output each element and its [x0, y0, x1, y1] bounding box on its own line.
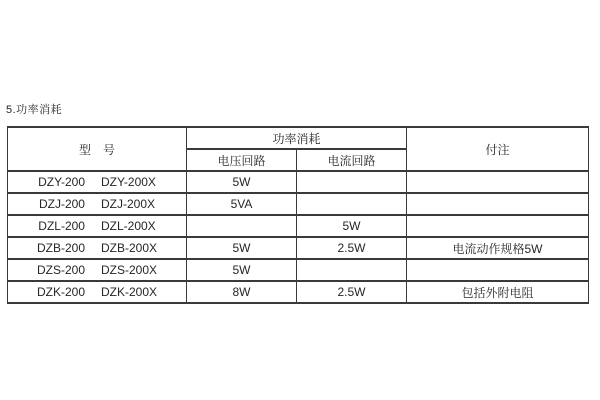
cell-note — [407, 215, 589, 237]
model-pair — [8, 241, 186, 255]
model-name-x: DZL-200X — [100, 219, 156, 233]
model-pair — [8, 197, 186, 211]
table-row — [8, 171, 589, 193]
col-header-notes: 付注 — [407, 127, 589, 171]
model-name: DZL-200 — [38, 219, 85, 233]
col-header-current-circuit: 电流回路 — [297, 149, 407, 171]
cell-voltage: 5VA — [187, 193, 297, 215]
model-name: DZB-200 — [36, 241, 85, 255]
cell-note: 包括外附电阻 — [407, 281, 589, 303]
cell-current: 2.5W — [297, 281, 407, 303]
table-row — [8, 281, 589, 303]
model-pair — [8, 219, 186, 233]
cell-voltage: 8W — [187, 281, 297, 303]
model-name: DZY-200 — [38, 175, 85, 189]
table-row — [8, 215, 589, 237]
cell-model — [8, 215, 187, 237]
table-row — [8, 237, 589, 259]
cell-voltage: 5W — [187, 171, 297, 193]
header-row-1 — [8, 127, 589, 149]
col-header-voltage-circuit: 电压回路 — [187, 149, 297, 171]
power-consumption-table — [7, 126, 589, 304]
cell-note — [407, 259, 589, 281]
cell-voltage: 5W — [187, 259, 297, 281]
model-pair — [8, 285, 186, 299]
cell-voltage: 5W — [187, 237, 297, 259]
cell-note — [407, 193, 589, 215]
model-pair — [8, 175, 186, 189]
cell-model — [8, 259, 187, 281]
table-row — [8, 259, 589, 281]
cell-current — [297, 171, 407, 193]
model-name: DZS-200 — [36, 263, 85, 277]
cell-note — [407, 171, 589, 193]
col-header-power-group: 功率消耗 — [187, 127, 407, 149]
col-header-model: 型 号 — [8, 127, 187, 171]
cell-model — [8, 193, 187, 215]
cell-current — [297, 259, 407, 281]
table-row — [8, 193, 589, 215]
section-title: 5.功率消耗 — [6, 104, 63, 116]
cell-current: 2.5W — [297, 237, 407, 259]
model-name-x: DZS-200X — [101, 263, 158, 277]
model-name: DZK-200 — [36, 285, 85, 299]
model-name-x: DZB-200X — [101, 241, 158, 255]
model-name-x: DZY-200X — [101, 175, 156, 189]
cell-voltage — [187, 215, 297, 237]
cell-model — [8, 237, 187, 259]
model-name-x: DZK-200X — [101, 285, 158, 299]
cell-model — [8, 281, 187, 303]
cell-model — [8, 171, 187, 193]
model-name: DZJ-200 — [38, 197, 85, 211]
cell-current: 5W — [297, 215, 407, 237]
model-pair — [8, 263, 186, 277]
cell-note: 电流动作规格5W — [407, 237, 589, 259]
cell-current — [297, 193, 407, 215]
model-name-x: DZJ-200X — [100, 197, 156, 211]
